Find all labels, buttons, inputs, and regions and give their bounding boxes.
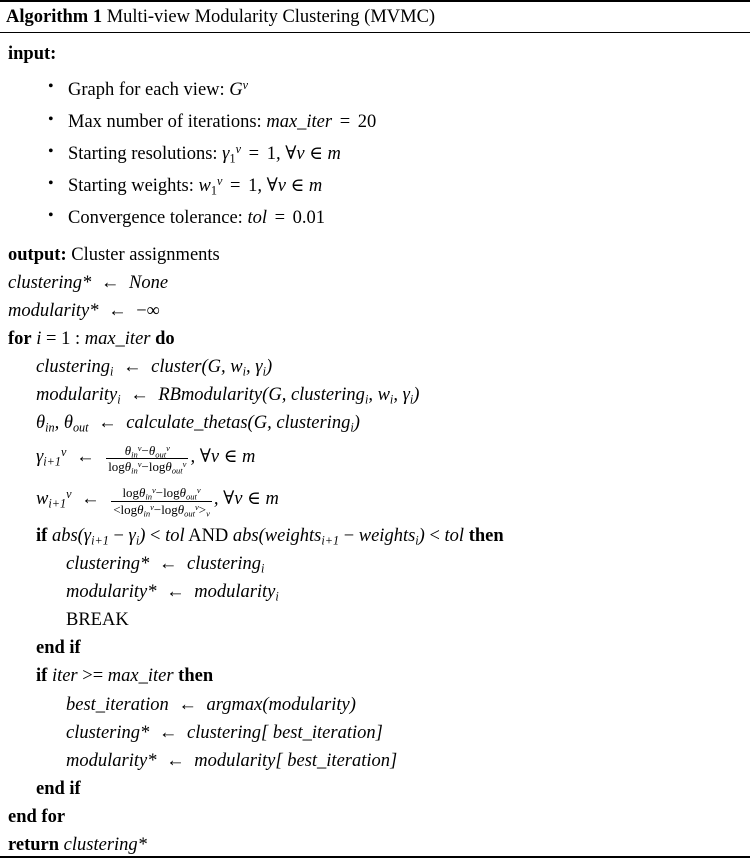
statement-end-if-2 (36, 775, 742, 803)
input-tolerance-relation: = (274, 208, 286, 229)
init-clustering-variable: clustering* (8, 272, 92, 293)
and-keyword: AND (188, 525, 229, 546)
input-weights-superscript: v (216, 174, 223, 189)
clustering-star-lhs-2: clustering* (66, 722, 150, 743)
assign-arrow-icon: ← (166, 750, 185, 771)
log-operator: log (108, 459, 125, 475)
clustering-lhs: clustering (36, 357, 110, 378)
end-for-keyword: end for (8, 807, 66, 828)
input-maxiter-symbol: max_iter (266, 112, 333, 133)
weight-update-fraction (111, 484, 212, 519)
statement-weight-update (36, 480, 742, 522)
input-resolutions-superscript: v (235, 142, 241, 157)
theta-arg-clustering-subscript: i (350, 420, 354, 435)
theta-out-subscript: out (72, 420, 89, 435)
list-item-max-iter (8, 107, 742, 139)
list-item-graph (8, 74, 742, 106)
input-graph-superscript: v (242, 78, 249, 93)
rbmod-arg-clustering: clustering (290, 385, 365, 406)
weight-fraction-denominator: $<\log\theta_{in}^v-\log\theta_{out}^v>_v$ (113, 501, 210, 519)
statement-clustering-index: clustering* ← clustering[ best_iteration] (66, 722, 383, 743)
assign-arrow-icon: ← (98, 413, 117, 434)
input-tolerance-text: Convergence tolerance: (68, 208, 243, 229)
cluster-arg-close: ) (265, 357, 273, 378)
assign-arrow-icon: ← (158, 553, 178, 574)
statement-set-best-clustering: clustering* ← clustering$_i$ (66, 553, 265, 576)
input-list (8, 74, 742, 235)
for-variable: i (36, 328, 42, 349)
algorithm-body (0, 33, 750, 860)
assign-arrow-icon: ← (178, 694, 197, 715)
break-keyword: BREAK (66, 610, 129, 631)
output-value: Cluster assignments (71, 244, 220, 265)
less-than-operator-2: < (429, 525, 440, 546)
cluster-arg-w-subscript: i (242, 364, 247, 379)
rbmodularity-function-name: RBmodularity (158, 385, 263, 406)
input-tolerance-value: 0.01 (292, 208, 326, 229)
list-item-tolerance (8, 203, 742, 235)
gamma-quantifier: , ∀v ∈ m (190, 446, 256, 467)
calculate-thetas-function-name: calculate_thetas (126, 413, 248, 434)
statement-init-modularity (8, 297, 742, 325)
argmax-arg: modularity (268, 694, 350, 715)
input-maxiter-text: Max number of iterations: (68, 112, 262, 133)
assign-arrow-icon: ← (166, 582, 185, 603)
output-heading (8, 241, 742, 269)
input-maxiter-relation: = (339, 112, 351, 133)
input-label: input: (8, 43, 57, 64)
return-keyword: return (8, 835, 60, 856)
statement-end-if-1 (36, 635, 742, 663)
clustering-star-lhs: clustering* (66, 553, 150, 574)
statement-theta-assign: $\theta_{in}$, $\theta_{out}$ ← calculate_thetas(G, clustering$_i$) (36, 413, 360, 435)
bottom-rule (0, 856, 750, 858)
theta-out-symbol: θ (63, 413, 73, 434)
algorithm-name: Multi-view Modularity Clustering (MVMC) (106, 7, 436, 27)
init-modularity-variable: modularity* (8, 300, 99, 321)
input-resolutions-text: Starting resolutions: (68, 144, 218, 165)
theta-arg-clustering: clustering (276, 413, 351, 434)
cluster-arg-graph: (G, w (201, 357, 243, 378)
gte-operator: >= (82, 666, 104, 687)
abs-function-name: abs (51, 525, 78, 546)
input-resolutions-subscript: 1 (229, 151, 236, 166)
theta-symbol: θ (124, 442, 132, 458)
max-iter-symbol: max_iter (107, 666, 174, 687)
weights-symbol: weights (264, 525, 322, 546)
argmax-function-name: argmax (206, 694, 263, 715)
if-keyword-2: if (36, 666, 48, 687)
input-weights-subscript: 1 (210, 183, 217, 198)
assign-arrow-icon: ← (81, 489, 100, 510)
tol-symbol-2: tol (444, 525, 465, 546)
weights-symbol-2: weights (358, 525, 416, 546)
clustering-rhs-2: clustering (187, 722, 261, 743)
abs-function-name-2: abs (232, 525, 259, 546)
gamma-next-superscript: v (61, 445, 67, 460)
end-if-keyword: end if (36, 638, 81, 659)
do-keyword: do (155, 328, 175, 349)
input-resolutions-relation: = (248, 144, 260, 165)
input-resolutions-quantifier: , ∀v ∈ m (275, 144, 341, 165)
input-resolutions-value: 1 (266, 144, 276, 165)
cluster-function-name: cluster (151, 357, 202, 378)
modularity-rhs: modularity (194, 582, 276, 603)
if-keyword: if (36, 525, 48, 546)
modularity-lhs: modularity (36, 385, 118, 406)
theta-in-subscript: in (45, 420, 55, 435)
input-maxiter-value: 20 (357, 112, 377, 133)
clustering-rhs: clustering (187, 553, 261, 574)
input-weights-symbol: w (198, 176, 211, 197)
input-weights-quantifier: , ∀v ∈ m (257, 176, 323, 197)
list-item-start-resolutions (8, 139, 742, 171)
tol-symbol: tol (165, 525, 185, 546)
rbmod-arg-clustering-subscript: i (364, 392, 369, 407)
statement-maxiter-if (36, 663, 742, 691)
cluster-arg-gamma-subscript: i (262, 364, 266, 379)
list-item-start-weights (8, 171, 742, 203)
modularity-star-lhs: modularity* (66, 582, 157, 603)
gamma-next-symbol: γ (36, 446, 44, 467)
best-iteration-lhs: best_iteration (66, 694, 169, 715)
then-keyword-2: then (178, 666, 214, 687)
gamma-update-fraction (106, 444, 188, 474)
gamma-fraction-numerator: $\theta_{in}^v-\theta_{out}^v$ (124, 442, 170, 460)
statement-for-loop (8, 325, 742, 353)
then-keyword: then (468, 525, 504, 546)
for-keyword: for (8, 328, 32, 349)
weight-fraction-numerator: logθ$_{in}^v$−logθ$_{out}^v$ (122, 484, 201, 502)
w-next-superscript: v (66, 487, 72, 502)
w-next-subscript: i+1 (48, 496, 67, 511)
statement-clustering-assign (36, 354, 742, 382)
assign-arrow-icon: ← (108, 300, 127, 321)
cluster-arg-gamma: , γ (246, 357, 263, 378)
input-weights-value: 1 (248, 176, 258, 197)
statement-modularity-assign: modularity$_i$ ← RBmodularity(G, clustering$_i$, $w_i$, $\gamma_i$) (36, 385, 420, 407)
w-next-symbol: w (36, 489, 49, 510)
end-if-keyword-2: end if (36, 778, 81, 799)
input-weights-relation: = (230, 176, 241, 197)
statement-best-iteration: best_iteration ← argmax(modularity) (66, 694, 356, 715)
less-than-operator: < (150, 525, 161, 546)
input-weights-text: Starting weights: (68, 176, 194, 197)
statement-set-best-modularity: modularity* ← modularity$_i$ (66, 582, 279, 604)
assign-arrow-icon: ← (100, 272, 120, 293)
for-range: = 1 : (46, 328, 81, 349)
weight-quantifier: , ∀v ∈ m (213, 489, 279, 510)
return-value: clustering* (63, 835, 147, 856)
modularity-rhs-2: modularity (194, 750, 276, 771)
input-graph-symbol: G (229, 79, 243, 100)
assign-arrow-icon: ← (130, 385, 149, 406)
gamma-next-subscript: i+1 (43, 454, 62, 469)
gamma-fraction-denominator: logθ$_{in}^v$−logθ$_{out}^v$ (108, 459, 187, 476)
clustering-index-arg: best_iteration (272, 722, 376, 743)
rbmod-arg-gamma-subscript: i (409, 392, 414, 407)
clustering-lhs-subscript: i (110, 364, 114, 379)
statement-gamma-update (36, 438, 742, 480)
assign-arrow-icon: ← (76, 446, 95, 467)
input-heading (8, 40, 742, 68)
statement-break (66, 607, 742, 635)
rbmod-arg-w-subscript: i (389, 392, 394, 407)
statement-modularity-index: modularity* ← modularity[ best_iteration] (66, 750, 398, 771)
assign-arrow-icon: ← (158, 722, 178, 743)
minus-operator: − (113, 525, 124, 546)
iter-symbol: iter (51, 666, 78, 687)
algorithm-title (0, 2, 750, 32)
modularity-star-lhs-2: modularity* (66, 750, 157, 771)
modularity-lhs-subscript: i (117, 392, 121, 407)
algorithm-number: Algorithm 1 (6, 7, 103, 27)
input-graph-text: Graph for each view: (68, 79, 225, 100)
assign-arrow-icon: ← (123, 357, 142, 378)
statement-end-for (8, 804, 742, 832)
theta-in-symbol: θ (36, 413, 46, 434)
statement-init-clustering (8, 269, 742, 297)
init-modularity-value: −∞ (136, 300, 160, 321)
minus-operator-2: − (343, 525, 355, 546)
modularity-index-arg: best_iteration (287, 750, 391, 771)
statement-convergence-if: if $abs(\gamma_{i+1} - \gamma_i)$ < tol AND abs(weights$_{i+1}$ − weights$_i$) < tol then (36, 525, 504, 548)
output-label: output: (8, 244, 67, 265)
input-resolutions-symbol: γ (222, 144, 230, 165)
for-bound: max_iter (84, 328, 151, 349)
init-clustering-value: None (129, 272, 169, 293)
input-tolerance-symbol: tol (247, 208, 267, 229)
